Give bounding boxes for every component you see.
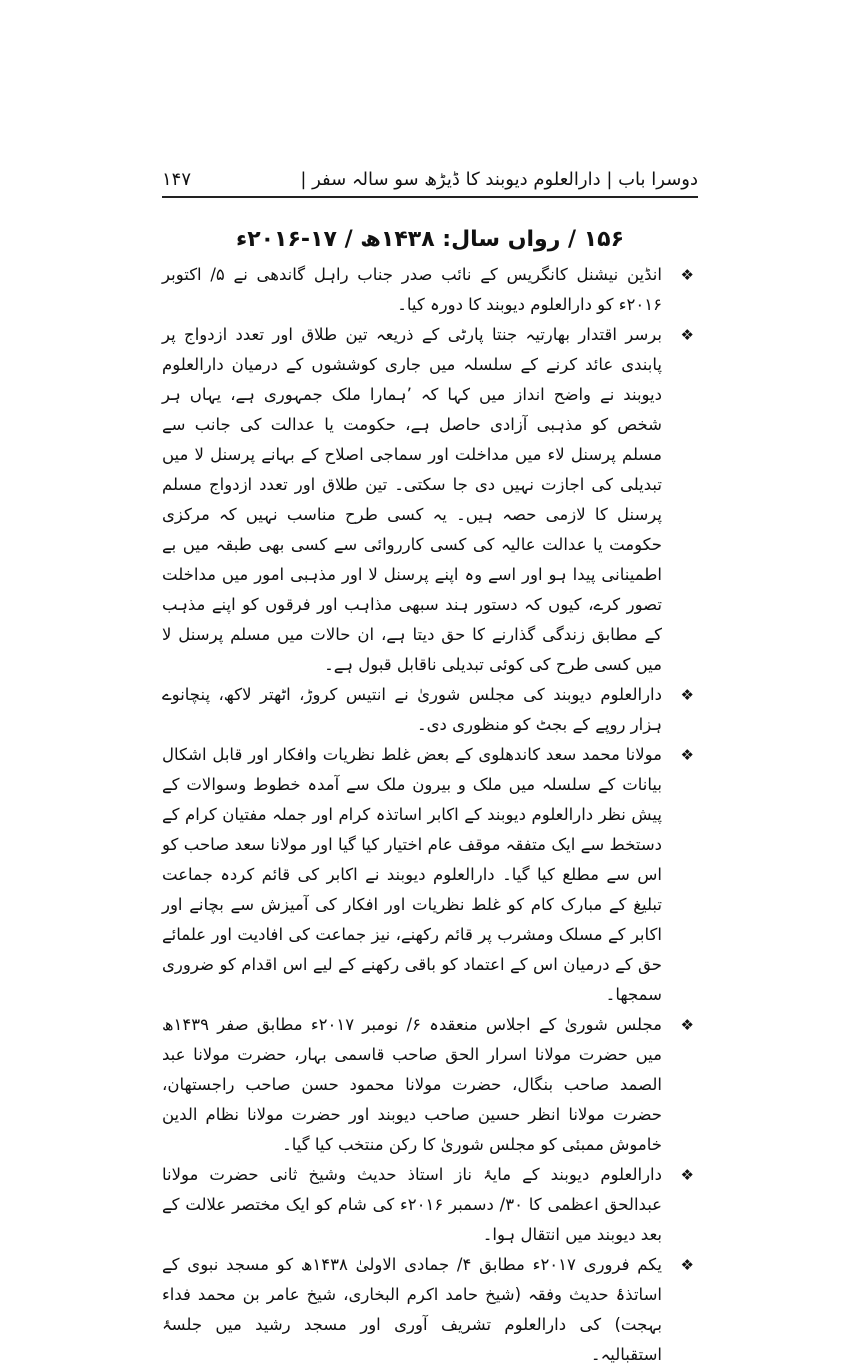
diamond-bullet-icon: ❖ (680, 266, 694, 284)
entry-text: یکم فروری ۲۰۱۷ء مطابق ۴/ جمادی الاولیٰ ۱۴۳۸ھ کو مسجد نبوی کے اساتذۂ حدیث وفقہ (شیخ حامد اکرم البخاری، شیخ عامر بن محمد فداء بہجت) کی دارالعلوم تشریف آوری اور مسجد رشید میں جلسۂ استقبالیہ۔ (162, 1255, 662, 1364)
page-number: ۱۴۷ (162, 169, 192, 190)
section-title: ۱۵۶ / رواں سال: ۱۴۳۸ھ / ۱۷-۲۰۱۶ء (235, 227, 625, 252)
entry-text: برسر اقتدار بھارتیہ جنتا پارٹی کے ذریعہ تین طلاق اور تعدد ازدواج پر پابندی عائد کرنے کے سلسلہ میں جاری کوششوں کے درمیان دارالعلوم دیوبند نے واضح انداز میں کہا کہ ’ہمارا ملک جمہوری ہے، یہاں ہر شخص کو مذہبی آزادی حاصل ہے، حکومت یا عدالت کی جانب سے مسلم پرسنل لاء میں مداخلت اور سماجی اصلاح کے بہانے پرسنل لا میں تبدیلی کی اجازت نہیں دی جا سکتی۔ تین طلاق اور تعدد ازدواج مسلم پرسنل کا لازمی حصہ ہیں۔ یہ کسی طرح مناسب نہیں کہ مرکزی حکومت یا عدالت عالیہ کی کسی کارروائی سے کسی بھی طبقہ میں بے اطمینانی پیدا ہو اور اسے وہ اپنے پرسنل لا اور مذہبی امور میں مداخلت تصور کرے، کیوں کہ دستور ہند سبھی مذاہب اور فرقوں کو اپنے مذہب کے مطابق زندگی گذارنے کا حق دیتا ہے، ان حالات میں مسلم پرسنل لا میں کسی طرح کی کوئی تبدیلی ناقابل قبول ہے۔ (162, 325, 662, 674)
list-item (162, 680, 698, 740)
diamond-bullet-icon: ❖ (680, 1256, 694, 1274)
entries-list (162, 260, 698, 1370)
diamond-bullet-icon: ❖ (680, 1166, 694, 1184)
entry-text: دارالعلوم دیوبند کی مجلس شوریٰ نے انتیس کروڑ، اٹھتر لاکھ، پنچانوے ہزار روپے کے بجٹ کو منظوری دی۔ (162, 685, 662, 734)
running-header (162, 165, 698, 195)
entry-text: انڈین نیشنل کانگریس کے نائب صدر جناب راہل گاندھی نے ۵/ اکتوبر ۲۰۱۶ء کو دارالعلوم دیوبند کا دورہ کیا۔ (162, 265, 662, 314)
list-item (162, 1010, 698, 1160)
list-item (162, 740, 698, 1010)
diamond-bullet-icon: ❖ (680, 686, 694, 704)
list-item (162, 1250, 698, 1370)
chapter-header-text: دوسرا باب | دارالعلوم دیوبند کا ڈیڑھ سو سالہ سفر | (300, 169, 698, 190)
diamond-bullet-icon: ❖ (680, 1016, 694, 1034)
list-item (162, 320, 698, 680)
entry-text: دارالعلوم دیوبند کے مایۂ ناز استاذ حدیث وشیخ ثانی حضرت مولانا عبدالحق اعظمی کا ۳۰/ دسمبر ۲۰۱۶ء کی شام کو ایک مختصر علالت کے بعد دیوبند میں انتقال ہوا۔ (162, 1165, 663, 1244)
list-item (162, 260, 698, 320)
entry-text: مولانا محمد سعد کاندھلوی کے بعض غلط نظریات وافکار اور قابل اشکال بیانات کے سلسلہ میں ملک و بیرون ملک سے آمدہ خطوط وسوالات کے پیش نظر دارالعلوم دیوبند کے اکابر اساتذہ کرام اور جملہ مفتیان کرام کے دستخط سے ایک متفقہ موقف عام اختیار کیا گیا اور مولانا سعد صاحب کو اس سے مطلع کیا گیا۔ دارالعلوم دیوبند نے اکابر کی قائم کردہ جماعت تبلیغ کے مبارک کام کو غلط نظریات اور افکار کی آمیزش سے بچانے اور اکابر کے مسلک ومشرب پر قائم رکھنے، نیز جماعت کی افادیت اور علمائے حق کے درمیان اس کے اعتماد کو باقی رکھنے کے لیے اس اقدام کو ضروری سمجھا۔ (162, 745, 662, 1004)
list-item (162, 1160, 698, 1250)
header-divider (162, 196, 698, 198)
diamond-bullet-icon: ❖ (680, 746, 694, 764)
entry-text: مجلس شوریٰ کے اجلاس منعقدہ ۶/ نومبر ۲۰۱۷ء مطابق صفر ۱۴۳۹ھ میں حضرت مولانا اسرار الحق صاحب قاسمی بہار، حضرت مولانا عبد الصمد صاحب بنگال، حضرت مولانا محمود حسن صاحب راجستھان، حضرت مولانا انظر حسین صاحب دیوبند اور حضرت مولانا نظام الدین خاموش ممبئی کو مجلس شوریٰ کا رکن منتخب کیا گیا۔ (162, 1015, 662, 1154)
diamond-bullet-icon: ❖ (680, 326, 694, 344)
